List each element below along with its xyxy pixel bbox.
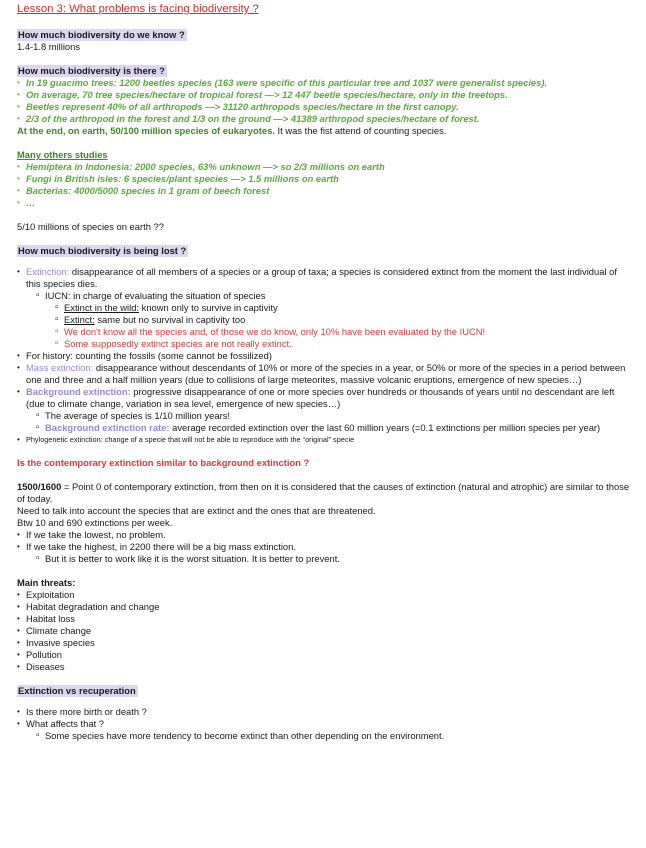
- extinction-text: disappearance of all members of a species or a group of taxa; a species is considered extinct from the moment the last individual of this species dies.: [26, 266, 617, 289]
- threat-item: • Habitat degradation and change: [17, 601, 632, 613]
- list-item: • If we take the lowest, no problem.: [17, 529, 632, 541]
- extinction-def: [17, 266, 632, 350]
- list-item: ▫ But it is better to work like it is the worst situation. It is better to prevent.: [36, 553, 632, 565]
- b2-text: If we take the highest, in 2200 there will be a big mass extinction.: [26, 541, 296, 552]
- heading-recuperation: Extinction vs recuperation: [18, 685, 136, 696]
- rate-term: Background extinction rate:: [45, 422, 170, 433]
- rate-item: [36, 422, 632, 434]
- red-note: ▫ Some supposedly extinct species are not really extinct.: [55, 338, 632, 350]
- mass-extinction-item: [17, 362, 632, 386]
- section-recuperation: [17, 685, 632, 742]
- rate-def: average recorded extinction over the last 60 million years (=0.1 extinctions per million species per year): [169, 422, 601, 433]
- threat-item: • Invasive species: [17, 637, 632, 649]
- section-contemporary: [17, 457, 632, 565]
- iucn-text: IUCN: in charge of evaluating the situation of species: [45, 290, 266, 301]
- list-item: • 2/3 of the arthropod in the forest and 1/3 on the ground —> 41389 arthropod species/hectare of forest.: [17, 113, 632, 125]
- red-note: ▫ We don't know all the species and, of those we do know, only 10% have been evaluated by the IUCN!: [55, 326, 632, 338]
- wild-def: known only to survive in captivity: [139, 302, 278, 313]
- threat-item: • Climate change: [17, 625, 632, 637]
- threat-item: • Exploitation: [17, 589, 632, 601]
- phylogenetic-item: • Phylogenetic extinction: change of a specie that will not be able to reproduce with the “original” specie: [17, 434, 632, 445]
- list-item: • Is there more birth or death ?: [17, 706, 632, 718]
- point-zero: [17, 481, 632, 505]
- conclusion-bold: At the end, on earth, 50/100 million species of eukaryotes.: [17, 125, 275, 136]
- mass-term: Mass extinction:: [26, 362, 94, 373]
- heading-how-much: How much biodiversity is there ?: [18, 65, 165, 76]
- list-item: • Fungi in British isles: 6 species/plant species —> 1.5 millions on earth: [17, 173, 632, 185]
- section-how-much: [17, 65, 632, 137]
- heading-threats: Main threats:: [17, 577, 76, 588]
- section-threats: [17, 577, 632, 673]
- species-estimate: 5/10 millions of species on earth ??: [17, 221, 164, 232]
- background-extinction-item: [17, 386, 632, 434]
- contemporary-p3: Btw 10 and 690 extinctions per week.: [17, 517, 173, 528]
- section-being-lost: [17, 245, 632, 445]
- section-known: [17, 29, 632, 53]
- list-item: • In 19 guacimo trees: 1200 beetles species (163 were specific of this particular tree and 1037 were generalist species).: [17, 77, 632, 89]
- history-item: • For history: counting the fossils (some cannot be fossilized): [17, 350, 632, 362]
- heading-contemporary: Is the contemporary extinction similar to background extinction ?: [17, 457, 310, 468]
- threat-item: • Habitat loss: [17, 613, 632, 625]
- q2-text: What affects that ?: [26, 718, 104, 729]
- list-item: • On average, 70 tree species/hectare of tropical forest —> 12 447 beetle species/hectare, only in the treetops.: [17, 89, 632, 101]
- extinct-term: Extinct:: [64, 314, 95, 325]
- point-zero-text: = Point 0 of contemporary extinction, from then on it is considered that the causes of extinction (natural and atrophic) are similar to those of today.: [17, 481, 630, 504]
- list-item: [17, 541, 632, 565]
- heading-other-studies: Many others studies: [17, 149, 108, 160]
- list-item: • …: [17, 197, 632, 209]
- wild-item: [55, 302, 632, 314]
- list-item: • Beetles represent 40% of all arthropods —> 31120 arthropods species/hectare in the first canopy.: [17, 101, 632, 113]
- how-much-conclusion: [17, 125, 632, 137]
- mass-def: disappearance without descendants of 10% or more of the species in a year, or 50% or more of the species in a period between one and three and a half million years (due to collisions of large meteorites, massive volcanic eruptions, emergence of new species…): [26, 362, 626, 385]
- extinct-def: same but no survival in captivity too: [94, 314, 246, 325]
- list-item: • Hemiptera in Indonesia: 2000 species, 63% unknown —> so 2/3 millions on earth: [17, 161, 632, 173]
- list-item: • Bacterias: 4000/5000 species in 1 gram of beech forest: [17, 185, 632, 197]
- list-item: ▫ Some species have more tendency to become extinct than other depending on the environment.: [36, 730, 632, 742]
- list-item: [17, 718, 632, 742]
- heading-being-lost: How much biodiversity is being lost ?: [18, 245, 187, 256]
- contemporary-p2: Need to talk into account the species that are extinct and the ones that are threatened.: [17, 505, 376, 516]
- extinct-item: [55, 314, 632, 326]
- known-value: 1.4-1.8 millions: [17, 41, 81, 52]
- point-zero-bold: 1500/1600: [17, 481, 62, 492]
- lesson-title: Lesson 3: What problems is facing biodiversity ?: [17, 3, 259, 15]
- threat-item: • Pollution: [17, 649, 632, 661]
- iucn-item: [36, 290, 632, 350]
- average-item: ▫ The average of species is 1/10 million years!: [36, 410, 632, 422]
- section-other-studies: [17, 149, 632, 233]
- conclusion-rest: It was the fist attend of counting species.: [274, 125, 447, 136]
- bg-def: progressive disappearance of one or more species over hundreds or thousands of years until no descendant are left (due to climate change, variation in sea level, emergence of new species…): [26, 386, 615, 409]
- wild-term: Extinct in the wild:: [64, 302, 140, 313]
- extinction-term: Extinction:: [26, 266, 70, 277]
- heading-known: How much biodiversity do we know ?: [18, 29, 185, 40]
- bg-term: Background extinction:: [26, 386, 131, 397]
- threat-item: • Diseases: [17, 661, 632, 673]
